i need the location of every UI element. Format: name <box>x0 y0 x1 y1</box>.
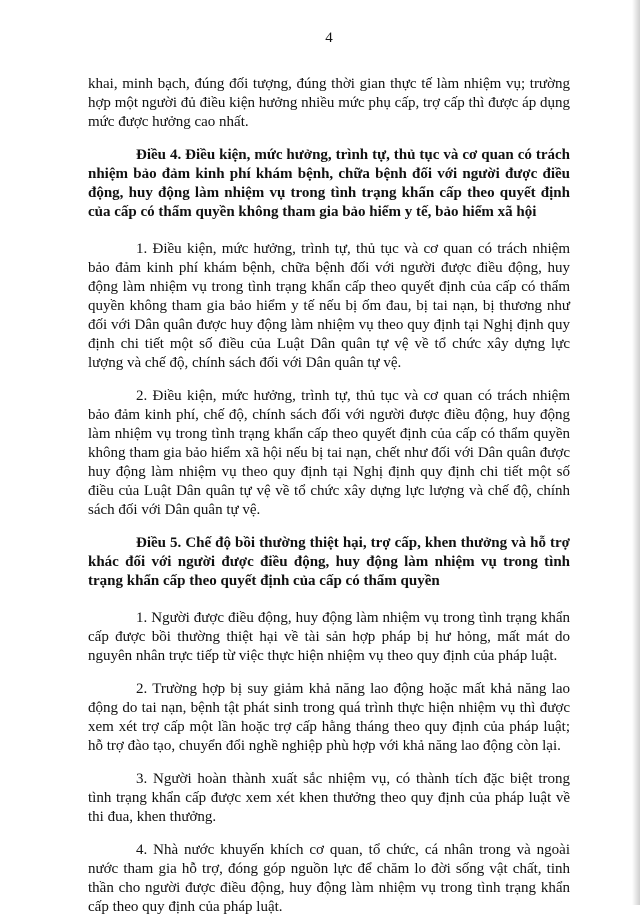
article-5-clause-2: 2. Trường hợp bị suy giảm khả năng lao động hoặc mất khả năng lao động do tai nạn, bệnh tật phát sinh trong quá trình thực hiện nhiệm vụ thì được xem xét trợ cấp một lần hoặc trợ cấp hằng tháng theo quy định của pháp luật; hỗ trợ đào tạo, chuyển đổi nghề nghiệp phù hợp với khả năng lao động còn lại. <box>88 681 570 754</box>
article-5-heading: Điều 5. Chế độ bồi thường thiệt hại, trợ cấp, khen thưởng và hỗ trợ khác đối với người được điều động, huy động làm nhiệm vụ trong tình trạng khẩn cấp theo quyết định của cấp có thẩm quyền <box>88 535 570 589</box>
paragraph-continuation: khai, minh bạch, đúng đối tượng, đúng thời gian thực tế làm nhiệm vụ; trường hợp một người đủ điều kiện hưởng nhiều mức phụ cấp, trợ cấp thì được áp dụng mức được hưởng cao nhất. <box>88 76 570 130</box>
page-edge-shadow <box>632 0 640 905</box>
article-4-heading: Điều 4. Điều kiện, mức hưởng, trình tự, thủ tục và cơ quan có trách nhiệm bảo đảm kinh phí khám bệnh, chữa bệnh đối với người được điều động, huy động làm nhiệm vụ trong tình trạng khẩn cấp theo quyết định của cấp có thẩm quyền không tham gia bảo hiểm y tế, bảo hiểm xã hội <box>88 147 570 220</box>
article-5-clause-4: 4. Nhà nước khuyến khích cơ quan, tổ chức, cá nhân trong và ngoài nước tham gia hỗ trợ, đóng góp nguồn lực để chăm lo đời sống vật chất, tinh thần cho người được điều động, huy động làm nhiệm vụ trong tình trạng khẩn cấp theo quy định của pháp luật. <box>88 842 570 915</box>
article-5-clause-1: 1. Người được điều động, huy động làm nhiệm vụ trong tình trạng khẩn cấp được bồi thường thiệt hại về tài sản hợp pháp bị hư hỏng, mất mát do nguyên nhân trực tiếp từ việc thực hiện nhiệm vụ theo quy định của pháp luật. <box>88 610 570 664</box>
page-number: 4 <box>325 30 333 46</box>
article-4-clause-2: 2. Điều kiện, mức hưởng, trình tự, thủ tục và cơ quan có trách nhiệm bảo đảm kinh phí, chế độ, chính sách đối với người được điều động, huy động làm nhiệm vụ trong tình trạng khẩn cấp theo quyết định của cấp có thẩm quyền không tham gia bảo hiểm xã hội nếu bị tai nạn, chết như đối với Dân quân được huy động làm nhiệm vụ theo quy định tại Nghị định quy định chi tiết một số điều của Luật Dân quân tự vệ về tổ chức xây dựng lực lượng và chế độ, chính sách đối với Dân quân tự vệ. <box>88 388 570 518</box>
article-4-clause-1: 1. Điều kiện, mức hưởng, trình tự, thủ tục và cơ quan có trách nhiệm bảo đảm kinh phí khám bệnh, chữa bệnh đối với người được điều động, huy động làm nhiệm vụ trong tình trạng khẩn cấp theo quyết định của cấp có thẩm quyền không tham gia bảo hiểm y tế nếu bị ốm đau, bị tai nạn, bị thương như đối với Dân quân được huy động làm nhiệm vụ theo quy định tại Nghị định quy định chi tiết một số điều của Luật Dân quân tự vệ về tổ chức xây dựng lực lượng và chế độ, chính sách đối với Dân quân tự vệ. <box>88 241 570 371</box>
article-5-clause-3: 3. Người hoàn thành xuất sắc nhiệm vụ, có thành tích đặc biệt trong tình trạng khẩn cấp được xem xét khen thưởng theo quy định của pháp luật về thi đua, khen thưởng. <box>88 771 570 825</box>
